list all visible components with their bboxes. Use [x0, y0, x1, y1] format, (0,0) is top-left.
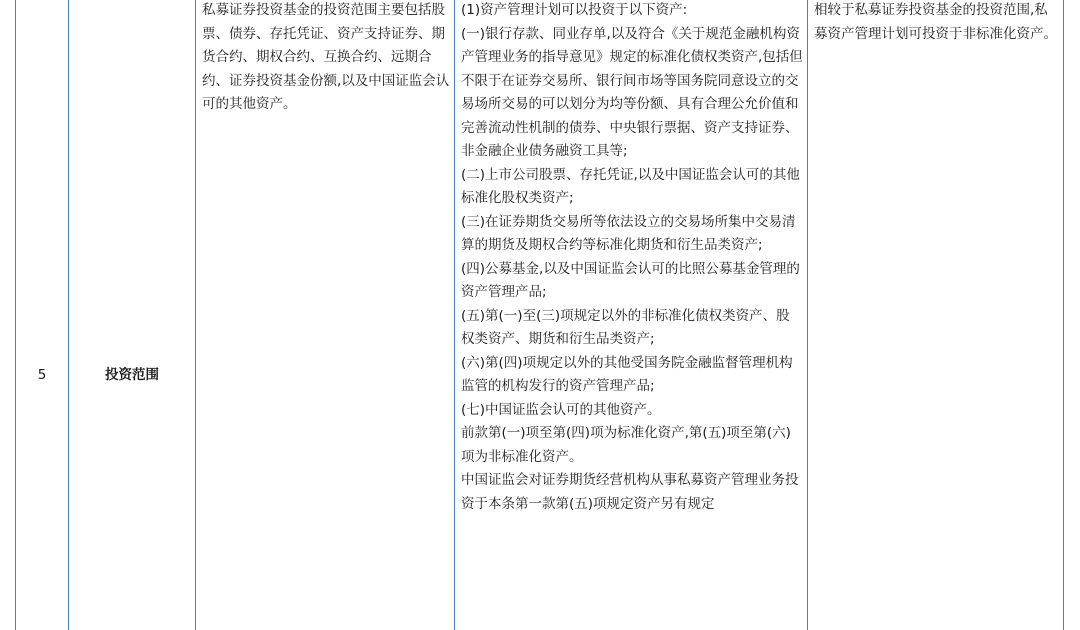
private-fund-scope-text: 私募证券投资基金的投资范围主要包括股票、债券、存托凭证、资产支持证券、期货合约、期权合约、互换合约、远期合约、证券投资基金份额,以及中国证监会认可的其他资产。	[202, 2, 450, 112]
row-title: 投资范围	[105, 367, 159, 383]
asset-plan-scope-cell	[455, 0, 807, 630]
plan-scope-paragraph: (五)第(一)至(三)项规定以外的非标准化债权类资产、股权类资产、期货和衍生品类资产;	[461, 307, 790, 347]
plan-scope-paragraph: (三)在证券期货交易所等依法设立的交易场所集中交易清算的期货及期权合约等标准化期货和衍生品类资产;	[461, 213, 796, 253]
plan-scope-paragraph: (二)上市公司股票、存托凭证,以及中国证监会认可的其他标准化股权类资产;	[461, 166, 800, 206]
comparison-cell	[808, 0, 1064, 630]
plan-scope-paragraph: (1)资产管理计划可以投资于以下资产:	[461, 2, 688, 18]
plan-scope-paragraph: (一)银行存款、同业存单,以及符合《关于规范金融机构资产管理业务的指导意见》规定的标准化债权类资产,包括但不限于在证券交易所、银行间市场等国务院同意设立的交易场所交易的可以划分为均等份额、具有合理公允价值和完善流动性机制的债券、中央银行票据、资产支持证券、非金融企业债务融资工具等;	[461, 25, 803, 159]
plan-scope-paragraph: (四)公募基金,以及中国证监会认可的比照公募基金管理的资产管理产品;	[461, 260, 800, 300]
plan-scope-paragraph: 前款第(一)项至第(四)项为标准化资产,第(五)项至第(六)项为非标准化资产。	[461, 425, 791, 465]
plan-scope-paragraph: (六)第(四)项规定以外的其他受国务院金融监督管理机构监管的机构发行的资产管理产品;	[461, 354, 793, 394]
plan-scope-paragraph: (七)中国证监会认可的其他资产。	[461, 401, 661, 418]
row-number: 5	[37, 367, 47, 383]
plan-scope-paragraph: 中国证监会对证券期货经营机构从事私募资产管理业务投资于本条第一款第(五)项规定资产另有规定	[461, 472, 799, 512]
row-title-cell	[69, 0, 195, 630]
asset-plan-scope-text	[461, 0, 803, 516]
private-fund-scope-cell	[196, 0, 454, 630]
comparison-text: 相较于私募证券投资基金的投资范围,私募资产管理计划可投资于非标准化资产。	[814, 2, 1057, 42]
row-number-cell	[16, 0, 68, 630]
